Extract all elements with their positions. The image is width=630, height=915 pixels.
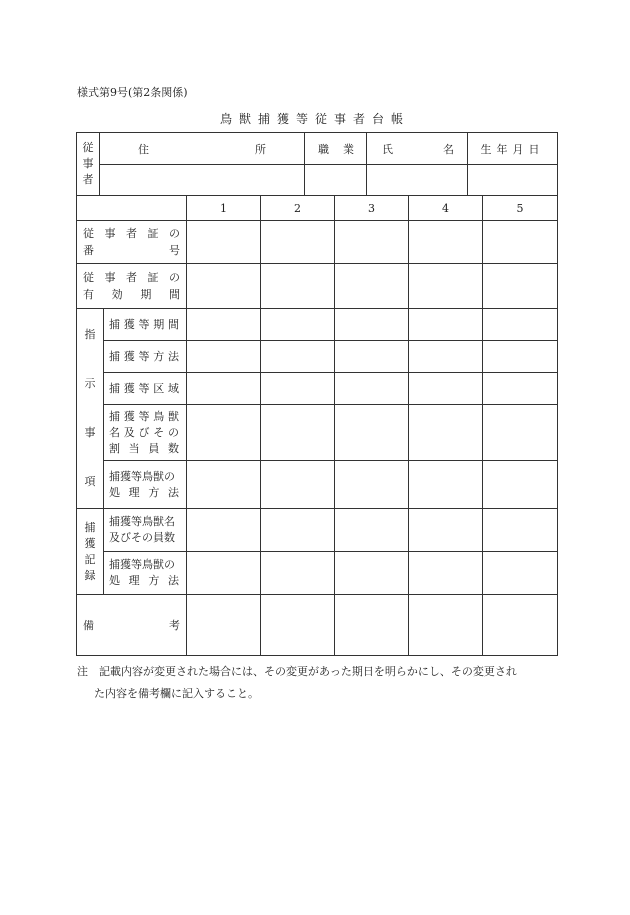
- capture-method-label: [104, 341, 187, 373]
- remarks-char-1: 備: [83, 619, 94, 632]
- birthdate-header: [468, 133, 558, 165]
- char: 者: [126, 227, 137, 240]
- shiji-label-cell: [77, 309, 104, 509]
- shiji-char-2: 示: [84, 377, 96, 390]
- char: 獲: [123, 409, 135, 423]
- data-cell[interactable]: [261, 595, 335, 656]
- char: 捕: [109, 409, 120, 423]
- data-cell[interactable]: [409, 373, 483, 405]
- birthdate-label: 生年月日: [480, 142, 545, 156]
- char: 従: [83, 271, 94, 284]
- char: 方: [148, 485, 160, 499]
- char: 獲: [123, 381, 135, 395]
- address-char-1: 住: [138, 142, 149, 156]
- birthdate-value[interactable]: [468, 165, 558, 196]
- data-cell[interactable]: [409, 309, 483, 341]
- column-header: 5: [483, 196, 558, 221]
- data-cell[interactable]: [409, 264, 483, 309]
- char: 当: [128, 441, 140, 455]
- char: 捕: [109, 317, 120, 331]
- captured-disposal-label: [104, 552, 187, 595]
- char: 割: [109, 441, 120, 455]
- footnote: [77, 661, 557, 705]
- data-cell[interactable]: [335, 373, 409, 405]
- char: 区: [153, 381, 165, 395]
- data-cell[interactable]: [335, 341, 409, 373]
- data-cell[interactable]: [483, 373, 558, 405]
- address-char-2: 所: [255, 142, 266, 156]
- char: 間: [168, 288, 180, 301]
- data-cell[interactable]: [261, 373, 335, 405]
- char: 有: [83, 288, 94, 301]
- char: そ: [153, 425, 165, 439]
- data-cell[interactable]: [483, 509, 558, 552]
- juji-char-1: 従: [82, 141, 94, 154]
- label-line: 捕獲等鳥獣の: [109, 558, 175, 571]
- data-cell[interactable]: [409, 405, 483, 461]
- data-cell[interactable]: [483, 461, 558, 509]
- address-header: [100, 133, 305, 165]
- occupation-char-1: 職: [318, 142, 329, 156]
- data-cell[interactable]: [187, 405, 261, 461]
- char: 効: [111, 288, 123, 301]
- char: 獲: [123, 349, 135, 363]
- data-cell[interactable]: [187, 552, 261, 595]
- name-char-1: 氏: [382, 142, 393, 156]
- label-line: 捕獲等鳥獣の: [109, 469, 175, 483]
- shiji-char-1: 指: [84, 328, 96, 341]
- occupation-value[interactable]: [305, 165, 367, 196]
- data-cell[interactable]: [187, 341, 261, 373]
- data-cell[interactable]: [409, 221, 483, 264]
- data-cell[interactable]: [483, 309, 558, 341]
- char: の: [169, 271, 180, 284]
- data-cell[interactable]: [409, 509, 483, 552]
- char: 処: [109, 485, 120, 499]
- char: 捕: [109, 349, 120, 363]
- data-cell[interactable]: [335, 309, 409, 341]
- header-table: [76, 132, 558, 196]
- cert-number-label: [77, 221, 187, 264]
- data-cell[interactable]: [409, 552, 483, 595]
- char: 理: [128, 574, 140, 587]
- data-cell[interactable]: [409, 595, 483, 656]
- capture-period-label: [104, 309, 187, 341]
- data-cell[interactable]: [261, 461, 335, 509]
- char: 証: [147, 227, 159, 240]
- data-cell[interactable]: [187, 509, 261, 552]
- char: 等: [138, 409, 150, 423]
- char: 鳥: [153, 409, 165, 423]
- char: 理: [128, 485, 140, 499]
- data-cell[interactable]: [335, 552, 409, 595]
- data-cell[interactable]: [335, 595, 409, 656]
- data-cell[interactable]: [187, 373, 261, 405]
- data-cell[interactable]: [483, 221, 558, 264]
- shiji-char-3: 事: [84, 426, 96, 439]
- kiroku-char-2: 獲: [84, 536, 96, 550]
- kiroku-char-4: 録: [84, 568, 96, 582]
- remarks-char-2: 考: [169, 619, 180, 632]
- data-cell[interactable]: [261, 552, 335, 595]
- capture-area-label: [104, 373, 187, 405]
- kiroku-char-3: 記: [84, 552, 96, 566]
- column-header: 4: [409, 196, 483, 221]
- column-header: 3: [335, 196, 409, 221]
- data-cell[interactable]: [261, 309, 335, 341]
- label-line: 捕獲等鳥獣名: [109, 515, 175, 528]
- char: 方: [153, 349, 165, 363]
- data-cell[interactable]: [409, 341, 483, 373]
- data-cell[interactable]: [261, 405, 335, 461]
- data-cell[interactable]: [483, 341, 558, 373]
- char: 等: [138, 381, 150, 395]
- shiji-char-4: 項: [84, 475, 96, 488]
- char: 処: [109, 574, 120, 587]
- char: 数: [167, 441, 179, 455]
- char: 間: [168, 317, 179, 331]
- remarks-label: [77, 595, 187, 656]
- data-cell[interactable]: [335, 405, 409, 461]
- document-title: 鳥獣捕獲等従事者台帳: [219, 112, 410, 126]
- char: 員: [148, 441, 160, 455]
- char: 番: [83, 244, 94, 257]
- juji-label-cell: [77, 133, 100, 196]
- footnote-line-2: た内容を備考欄に記入すること。: [94, 687, 259, 700]
- footnote-line-1: 注 記載内容が変更された場合には、その変更があった期日を明らかにし、その変更され: [77, 665, 517, 678]
- cert-period-label: [77, 264, 187, 309]
- char: 方: [148, 574, 160, 587]
- data-cell[interactable]: [335, 264, 409, 309]
- column-header: 2: [261, 196, 335, 221]
- column-header: 1: [187, 196, 261, 221]
- data-cell[interactable]: [483, 264, 558, 309]
- char: 号: [169, 244, 180, 257]
- char: 等: [138, 317, 150, 331]
- main-table: [76, 195, 558, 656]
- data-cell[interactable]: [261, 221, 335, 264]
- name-value[interactable]: [367, 165, 468, 196]
- char: 事: [104, 227, 116, 240]
- data-cell[interactable]: [335, 461, 409, 509]
- char: 証: [147, 271, 159, 284]
- form-number: 様式第9号(第2条関係): [77, 86, 188, 99]
- data-cell[interactable]: [187, 309, 261, 341]
- label-line: 及びその員数: [109, 531, 175, 544]
- char: 従: [83, 227, 94, 240]
- data-cell[interactable]: [335, 221, 409, 264]
- char: 期: [140, 288, 152, 301]
- data-cell[interactable]: [261, 341, 335, 373]
- juji-char-3: 者: [82, 173, 94, 186]
- data-cell[interactable]: [483, 405, 558, 461]
- char: 期: [153, 317, 165, 331]
- corner-cell: [77, 196, 187, 221]
- data-cell[interactable]: [187, 461, 261, 509]
- data-cell[interactable]: [483, 595, 558, 656]
- char: 法: [167, 574, 179, 587]
- char: 捕: [109, 381, 120, 395]
- char: 名: [109, 425, 120, 439]
- char: 法: [168, 349, 179, 363]
- data-cell[interactable]: [261, 509, 335, 552]
- kiroku-char-1: 捕: [84, 520, 96, 534]
- data-cell[interactable]: [409, 461, 483, 509]
- address-value[interactable]: [100, 165, 305, 196]
- char: 事: [104, 271, 116, 284]
- char: の: [168, 425, 179, 439]
- juji-char-2: 事: [82, 157, 94, 170]
- species-quota-label: [104, 405, 187, 461]
- data-cell[interactable]: [187, 264, 261, 309]
- char: 域: [168, 381, 179, 395]
- data-cell[interactable]: [261, 264, 335, 309]
- char: び: [138, 425, 150, 439]
- name-header: [367, 133, 468, 165]
- data-cell[interactable]: [483, 552, 558, 595]
- data-cell[interactable]: [187, 595, 261, 656]
- char: の: [169, 227, 180, 240]
- name-char-2: 名: [443, 142, 454, 156]
- occupation-header: [305, 133, 367, 165]
- char: 者: [126, 271, 137, 284]
- disposal-method-label: [104, 461, 187, 509]
- char: 及: [123, 425, 135, 439]
- data-cell[interactable]: [187, 221, 261, 264]
- char: 法: [167, 485, 179, 499]
- char: 獣: [168, 409, 179, 423]
- data-cell[interactable]: [335, 509, 409, 552]
- captured-species-label: [104, 509, 187, 552]
- char: 獲: [123, 317, 135, 331]
- occupation-char-2: 業: [343, 142, 354, 156]
- kiroku-label-cell: [77, 509, 104, 595]
- char: 等: [138, 349, 150, 363]
